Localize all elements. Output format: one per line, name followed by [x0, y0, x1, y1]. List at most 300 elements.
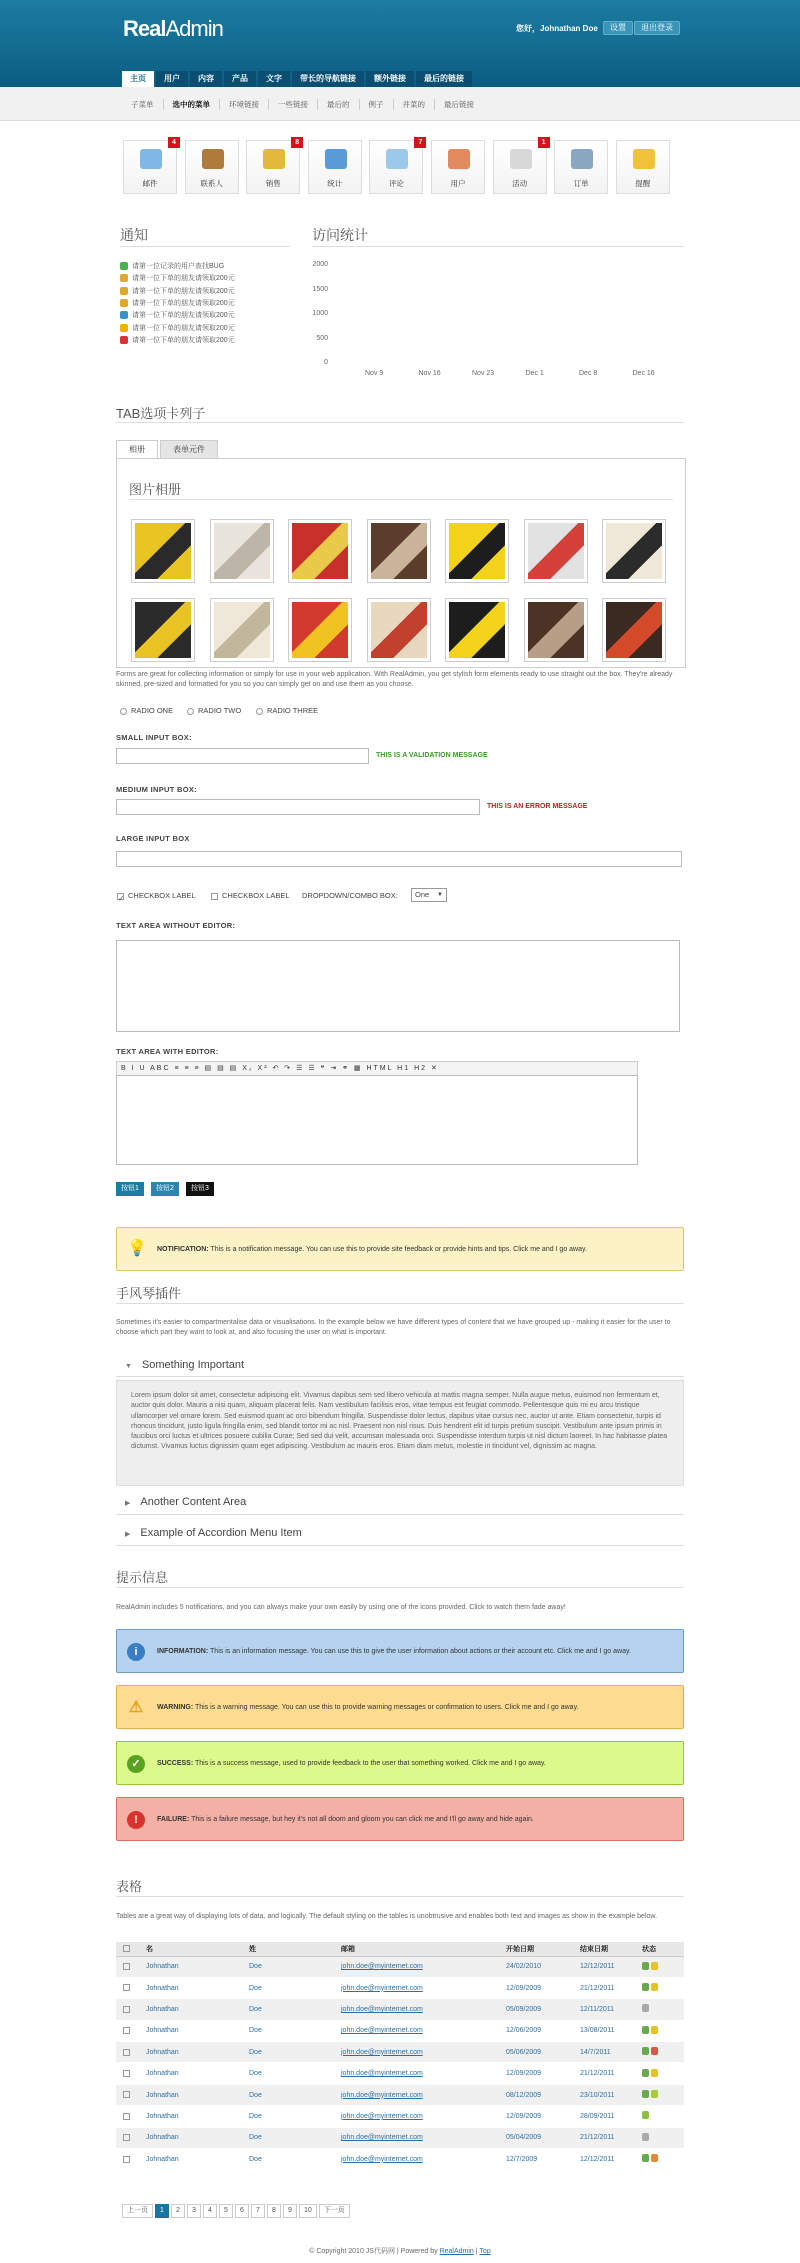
- y-tick-label: 0: [324, 359, 328, 366]
- gallery-thumbnail[interactable]: [524, 598, 588, 662]
- table-cell[interactable]: john.doe@myinternet.com: [341, 2106, 506, 2127]
- success-alert[interactable]: [116, 1741, 684, 1785]
- checkbox-icon[interactable]: [123, 2134, 130, 2141]
- table-header-cell: 姓: [249, 1942, 341, 1956]
- table-header-cell: [116, 1942, 146, 1956]
- main-nav-item[interactable]: 最后的链接: [416, 71, 472, 87]
- notifications-title: 通知: [120, 227, 148, 243]
- dropdown-label: DROPDOWN/COMBO BOX:: [302, 891, 398, 900]
- large-input[interactable]: [116, 851, 682, 867]
- sub-nav-item[interactable]: 例子: [359, 99, 393, 110]
- status-cell: [642, 2020, 684, 2041]
- radio-one[interactable]: RADIO ONE: [120, 706, 173, 715]
- gallery-thumbnail[interactable]: [288, 598, 352, 662]
- gallery-thumbnail[interactable]: [367, 598, 431, 662]
- button-1[interactable]: 按钮1: [116, 1182, 144, 1196]
- sub-nav: [0, 87, 800, 121]
- table-cell[interactable]: john.doe@myinternet.com: [341, 2149, 506, 2170]
- table-cell: Doe: [249, 2084, 341, 2105]
- thumbnail-image: [371, 523, 427, 579]
- mail-icon: [140, 149, 162, 169]
- quick-link-megaphone[interactable]: [616, 140, 670, 194]
- page-number[interactable]: 1: [155, 2204, 169, 2218]
- thumbnail-image: [292, 602, 348, 658]
- notification-text: 请第一位记录的用户查找BUG: [132, 263, 225, 270]
- messages-intro: RealAdmin includes 5 notifications, and you can always make your own easily by using one of the icons provided. Click to watch them fade away!: [116, 1604, 566, 1611]
- basket-icon: [571, 149, 593, 169]
- notification-item[interactable]: [120, 298, 235, 308]
- x-tick-label: Dec 1: [525, 370, 544, 377]
- table-cell: Doe: [249, 1999, 341, 2020]
- checkbox-icon[interactable]: [123, 2091, 130, 2098]
- status-icon[interactable]: [642, 2026, 649, 2034]
- gallery-thumbnail[interactable]: [602, 598, 666, 662]
- table-row: [116, 1999, 684, 2020]
- thumbnail-image: [449, 523, 505, 579]
- table-cell: Johnathan: [146, 2063, 249, 2084]
- quick-link-contacts-book[interactable]: [185, 140, 239, 194]
- sub-nav-item[interactable]: 最后的: [317, 99, 359, 110]
- status-cell: [642, 2042, 684, 2063]
- textarea-editor[interactable]: [116, 1075, 638, 1165]
- alert-text: FAILURE: This is a failure message, but hey it's not all doom and gloom you can click me and I'll go away and hide again.: [157, 1816, 534, 1823]
- page-number[interactable]: 5: [219, 2204, 233, 2218]
- table-row: [116, 2127, 684, 2148]
- table-cell[interactable]: john.doe@myinternet.com: [341, 1999, 506, 2020]
- table-cell: Doe: [249, 2042, 341, 2063]
- accordion-intro: Sometimes it's easier to compartmentalise data or visualisations. In the example below we have different types of content that we have grouped up - making it easier for the user to choose which part they want to look at, and also focusing the user on what is important.: [116, 1319, 671, 1336]
- radio-circle-icon: [187, 708, 194, 715]
- alert-text: WARNING: This is a warning message. You can use this to provide warning messages or confirmation to users. Click me and I go away.: [157, 1704, 579, 1711]
- page-number[interactable]: 2: [171, 2204, 185, 2218]
- table-cell[interactable]: john.doe@myinternet.com: [341, 1977, 506, 1998]
- comment-icon: [386, 149, 408, 169]
- status-icon[interactable]: [651, 1962, 658, 1970]
- sub-nav-item[interactable]: 环境链接: [219, 99, 268, 110]
- main-nav-item[interactable]: 主页: [122, 71, 154, 87]
- quick-link-label: 用户: [450, 179, 466, 188]
- gallery-thumbnail[interactable]: [210, 598, 274, 662]
- table-cell: 13/08/2011: [580, 2020, 642, 2041]
- notification-icon: [120, 336, 128, 344]
- table-cell: Johnathan: [146, 2042, 249, 2063]
- main-nav: [122, 71, 472, 87]
- table-cell[interactable]: john.doe@myinternet.com: [341, 2127, 506, 2148]
- pagination: [122, 2204, 350, 2218]
- table-row: [116, 2042, 684, 2063]
- checkbox-checked-icon: ✓: [118, 893, 125, 903]
- status-icon[interactable]: [642, 1983, 649, 1991]
- information-icon: i: [127, 1643, 145, 1661]
- status-icon[interactable]: [651, 2047, 658, 2055]
- gallery-thumbnail[interactable]: [602, 519, 666, 583]
- notification-text: 请第一位下单的朋友请领取200元: [132, 324, 235, 332]
- data-table: [116, 1942, 684, 2170]
- thumbnail-image: [292, 523, 348, 579]
- table-header-cell: 开始日期: [506, 1942, 580, 1956]
- table-cell: [116, 2020, 146, 2041]
- prev-page-button[interactable]: 上一页: [122, 2204, 153, 2218]
- table-cell[interactable]: john.doe@myinternet.com: [341, 2020, 506, 2041]
- quick-link-label: 活动: [512, 179, 528, 188]
- checkbox-icon[interactable]: [123, 2006, 130, 2013]
- page-number[interactable]: 4: [203, 2204, 217, 2218]
- radio-circle-icon: [120, 708, 127, 715]
- status-icon[interactable]: [642, 2004, 649, 2012]
- user-greeting: 您好，Johnathan Doe: [516, 24, 598, 33]
- table-cell: Doe: [249, 2106, 341, 2127]
- failure-alert[interactable]: [116, 1797, 684, 1841]
- contacts-book-icon: [202, 149, 224, 169]
- status-icon[interactable]: [651, 1983, 658, 1991]
- notification-icon: [120, 299, 128, 307]
- quick-link-coins[interactable]: [246, 140, 300, 194]
- radio-three[interactable]: RADIO THREE: [256, 706, 318, 715]
- table-cell: 21/12/2011: [580, 2127, 642, 2148]
- radio-two[interactable]: RADIO TWO: [187, 706, 241, 715]
- status-icon[interactable]: [642, 2133, 649, 2141]
- table-row: [116, 1956, 684, 1977]
- checkbox-icon[interactable]: [123, 2049, 130, 2056]
- gallery-thumbnail[interactable]: [445, 519, 509, 583]
- accordion-item[interactable]: ▶ Another Content Area: [125, 1496, 247, 1508]
- quick-link-mail[interactable]: [123, 140, 177, 194]
- notification-item[interactable]: [120, 310, 235, 320]
- table-cell: [116, 2063, 146, 2084]
- notification-item[interactable]: [120, 261, 224, 271]
- page-number[interactable]: 9: [283, 2204, 297, 2218]
- dropdown-select[interactable]: One ▼: [411, 888, 447, 902]
- table-cell: 12/09/2009: [506, 2063, 580, 2084]
- textarea-plain[interactable]: [116, 940, 680, 1032]
- quick-link-calendar[interactable]: [493, 140, 547, 194]
- error-message: THIS IS AN ERROR MESSAGE: [487, 803, 588, 810]
- footer: © Copyright 2010 JS代码网 | Powered by RealAdmin | Top: [309, 2248, 491, 2255]
- validation-message: THIS IS A VALIDATION MESSAGE: [376, 752, 488, 759]
- gallery-thumbnail[interactable]: [288, 519, 352, 583]
- status-icon[interactable]: [651, 2069, 658, 2077]
- status-icon[interactable]: [642, 2111, 649, 2119]
- tab-form-elements[interactable]: 表单元件: [160, 440, 218, 458]
- quick-link-label: 邮件: [142, 179, 158, 188]
- x-tick-label: Dec 16: [632, 370, 655, 377]
- notification-text: 请第一位下单的朋友请领取200元: [132, 275, 235, 283]
- editor-toolbar[interactable]: B I U ABC ≡ ≡ ≡ ▤ ▤ ▤ X₂ X² ↶ ↷ ☰ ☰ ❝ ⇥ ⚭ ▦ HTML H1 H2 ✕: [116, 1061, 638, 1075]
- checkbox-icon[interactable]: [123, 2156, 130, 2163]
- main-nav-item[interactable]: 产品: [224, 71, 256, 87]
- count-badge: 4: [168, 137, 180, 148]
- notification-text: 请第一位下单的朋友请领取200元: [132, 287, 235, 295]
- header: [0, 0, 800, 87]
- user-icon: [448, 149, 470, 169]
- table-cell: 05/06/2009: [506, 2042, 580, 2063]
- table-cell: [116, 1977, 146, 1998]
- x-tick-label: Nov 16: [418, 370, 441, 377]
- checkbox-icon[interactable]: [123, 2027, 130, 2034]
- tabs-section-title: TAB选项卡列子: [116, 406, 206, 421]
- notification-item[interactable]: [120, 273, 235, 283]
- table-cell: Johnathan: [146, 1956, 249, 1977]
- table-header-row: [116, 1942, 684, 1956]
- sub-nav-item[interactable]: 选中的菜单: [163, 99, 220, 110]
- table-cell: Johnathan: [146, 2106, 249, 2127]
- thumbnail-image: [214, 602, 270, 658]
- error-icon: !: [127, 1811, 145, 1829]
- checkbox-two[interactable]: CHECKBOX LABEL: [211, 891, 290, 900]
- table-cell[interactable]: john.doe@myinternet.com: [341, 1956, 506, 1977]
- table-cell: Doe: [249, 2127, 341, 2148]
- x-tick-label: Nov 23: [472, 370, 495, 377]
- large-input-label: LARGE INPUT BOX: [116, 834, 190, 843]
- quick-link-label: 统计: [327, 179, 343, 188]
- chevron-down-icon: ▼: [125, 1363, 132, 1370]
- radio-circle-icon: [256, 708, 263, 715]
- table-cell: Johnathan: [146, 1999, 249, 2020]
- accordion-title: 手风琴插件: [116, 1286, 182, 1301]
- table-cell: 21/12/2011: [580, 2063, 642, 2084]
- table-row: [116, 2063, 684, 2084]
- table-header-cell: 名: [146, 1942, 249, 1956]
- table-cell: 12/09/2009: [506, 2106, 580, 2127]
- table-cell: 12/11/2011: [580, 1999, 642, 2020]
- alert-text: INFORMATION: This is an information message. You can use this to give the user information about actions or their account etc. Click me and I go away.: [157, 1648, 631, 1655]
- info-alert[interactable]: [116, 1629, 684, 1673]
- notification-item[interactable]: [120, 323, 235, 333]
- main-nav-item[interactable]: 文字: [258, 71, 290, 87]
- table-cell[interactable]: john.doe@myinternet.com: [341, 2042, 506, 2063]
- table-row: [116, 2106, 684, 2127]
- table-intro: Tables are a great way of displaying lots of data, and logically. The default styling on the tables is unobtrusive and enables both text and images as show in the example below.: [116, 1913, 658, 1920]
- bar-chart-icon: [325, 149, 347, 169]
- table-cell: Johnathan: [146, 2127, 249, 2148]
- footer-link-realadmin[interactable]: RealAdmin: [439, 2248, 474, 2255]
- tab-panel: [116, 458, 686, 668]
- main-nav-item[interactable]: 内容: [190, 71, 222, 87]
- quick-link-comment[interactable]: [369, 140, 423, 194]
- quick-link-label: 提醒: [635, 179, 651, 188]
- status-cell: [642, 2127, 684, 2148]
- table-cell: Johnathan: [146, 2020, 249, 2041]
- button-2[interactable]: 按钮2: [151, 1182, 179, 1196]
- quick-link-label: 销售: [265, 179, 281, 188]
- page-number[interactable]: 8: [267, 2204, 281, 2218]
- notification-text: 请第一位下单的朋友请领取200元: [132, 299, 235, 307]
- table-cell: [116, 1999, 146, 2020]
- checkbox-icon[interactable]: [123, 2070, 130, 2077]
- status-icon[interactable]: [642, 2069, 649, 2077]
- table-cell: 12/12/2011: [580, 1956, 642, 1977]
- settings-button[interactable]: 设置: [603, 21, 633, 35]
- accordion-item-open[interactable]: ▼ Something Important: [125, 1359, 245, 1371]
- checkbox-icon[interactable]: [123, 1963, 130, 1970]
- status-icon[interactable]: [651, 2090, 658, 2098]
- warning-alert[interactable]: [116, 1685, 684, 1729]
- sub-nav-item[interactable]: 并菜的: [393, 99, 435, 110]
- logout-button[interactable]: 退出登录: [634, 21, 680, 35]
- gallery-thumbnail[interactable]: [367, 519, 431, 583]
- quick-link-label: 评论: [388, 179, 404, 188]
- thumbnail-image: [449, 602, 505, 658]
- table-cell: Doe: [249, 2149, 341, 2170]
- table-cell: 24/02/2010: [506, 1956, 580, 1977]
- checkbox-one[interactable]: ✓ CHECKBOX LABEL: [118, 891, 196, 903]
- table-cell: 12/7/2009: [506, 2149, 580, 2170]
- checkbox-icon[interactable]: [123, 2113, 130, 2120]
- table-cell: 05/04/2009: [506, 2127, 580, 2148]
- editor-label: TEXT AREA WITH EDITOR:: [116, 1047, 219, 1056]
- notification-icon: [120, 262, 128, 270]
- gallery-title: 图片相册: [129, 482, 182, 497]
- table-cell: Doe: [249, 1956, 341, 1977]
- thumbnail-image: [214, 523, 270, 579]
- status-icon[interactable]: [642, 1962, 649, 1970]
- button-3[interactable]: 按钮3: [186, 1182, 214, 1196]
- medium-input-label: MEDIUM INPUT BOX:: [116, 785, 197, 794]
- table-cell: 21/12/2011: [580, 1977, 642, 1998]
- coins-icon: [263, 149, 285, 169]
- table-row: [116, 2084, 684, 2105]
- table-title: 表格: [116, 1879, 143, 1894]
- status-icon[interactable]: [642, 2047, 649, 2055]
- x-tick-label: Nov 9: [365, 370, 384, 377]
- table-cell: [116, 2127, 146, 2148]
- main-nav-item[interactable]: 用户: [156, 71, 188, 87]
- quick-link-bar-chart[interactable]: [308, 140, 362, 194]
- table-cell: Johnathan: [146, 2149, 249, 2170]
- count-badge: 8: [291, 137, 303, 148]
- tab-gallery[interactable]: 相册: [116, 440, 158, 458]
- table-cell: [116, 2149, 146, 2170]
- notification-icon: [120, 274, 128, 282]
- table-cell: [116, 2084, 146, 2105]
- notification-alert[interactable]: 💡 NOTIFICATION: This is a notification message. You can use this to provide site feedback or provide hints and tips. Click me and I go away.: [116, 1227, 684, 1271]
- alert-text: SUCCESS: This is a success message, used to provide feedback to the user that something worked. Click me and I go away.: [157, 1760, 546, 1767]
- table-cell[interactable]: john.doe@myinternet.com: [341, 2084, 506, 2105]
- sub-nav-item[interactable]: 子菜单: [131, 100, 154, 109]
- table-cell: Doe: [249, 2020, 341, 2041]
- x-tick-label: Dec 8: [579, 370, 598, 377]
- textarea-label: TEXT AREA WITHOUT EDITOR:: [116, 921, 236, 930]
- table-cell: [116, 2106, 146, 2127]
- table-header-cell: 结束日期: [580, 1942, 642, 1956]
- gallery-thumbnail[interactable]: [524, 519, 588, 583]
- checkbox-icon: [211, 893, 218, 900]
- calendar-icon: [510, 149, 532, 169]
- notification-item[interactable]: [120, 286, 235, 296]
- thumbnail-image: [135, 602, 191, 658]
- small-input-label: SMALL INPUT BOX:: [116, 733, 192, 742]
- quick-link-label: 联系人: [200, 179, 223, 188]
- table-header-cell: 邮箱: [341, 1942, 506, 1956]
- sub-nav-item[interactable]: 一些链接: [268, 99, 317, 110]
- gallery-thumbnail[interactable]: [445, 598, 509, 662]
- quick-link-user[interactable]: [431, 140, 485, 194]
- table-cell: Johnathan: [146, 1977, 249, 1998]
- table-cell: Doe: [249, 1977, 341, 1998]
- page-number[interactable]: 3: [187, 2204, 201, 2218]
- thumbnail-image: [528, 523, 584, 579]
- notification-text: 请第一位下单的朋友请领取200元: [132, 312, 235, 320]
- chevron-down-icon: ▼: [437, 892, 443, 898]
- status-icon[interactable]: [651, 2154, 658, 2162]
- status-icon[interactable]: [642, 2090, 649, 2098]
- table-cell: [116, 2042, 146, 2063]
- medium-input[interactable]: [116, 799, 480, 815]
- thumbnail-image: [606, 523, 662, 579]
- table-cell: 12/09/2009: [506, 1977, 580, 1998]
- page-number[interactable]: 6: [235, 2204, 249, 2218]
- y-tick-label: 2000: [312, 261, 328, 268]
- table-header-cell: 状态: [642, 1942, 684, 1956]
- notification-item[interactable]: [120, 335, 235, 345]
- notification-icon: [120, 311, 128, 319]
- quick-link-basket[interactable]: [554, 140, 608, 194]
- table-cell: 05/09/2009: [506, 1999, 580, 2020]
- page-number[interactable]: 10: [299, 2204, 317, 2218]
- sub-nav-item[interactable]: 最后链接: [434, 99, 483, 110]
- table-row: [116, 2020, 684, 2041]
- table-cell: 14/7/2011: [580, 2042, 642, 2063]
- logo[interactable]: RealAdmin: [123, 16, 223, 41]
- next-page-button[interactable]: 下一页: [319, 2204, 350, 2218]
- table-cell[interactable]: john.doe@myinternet.com: [341, 2063, 506, 2084]
- gallery-thumbnail[interactable]: [210, 519, 274, 583]
- gallery-thumbnail[interactable]: [131, 598, 195, 662]
- table-cell: Doe: [249, 2063, 341, 2084]
- notification-icon: [120, 287, 128, 295]
- messages-title: 提示信息: [116, 1570, 169, 1585]
- table-cell: 28/09/2011: [580, 2106, 642, 2127]
- accordion-body: Lorem ipsum dolor sit amet, consectetur adipiscing elit. Vivamus dapibus sem sed libero vehicula at mattis magna semper. Nulla augue metus, euismod non fermentum et, auctor quis dolor. Mauris a nisi quam, aliquam placerat felis. Nam vestibulum facilisis eros, vitae tempus est feugiat commodo. Pellentesque quis mi eu arcu tristique ullamcorper vel ornare lorem. Sed euismod quam ac orci bibendum fringilla. Suspendisse dolor lectus, dapibus vitae cursus nec, auctor ut ante. Etiam consectetur, turpis id rhoncus tincidunt, justo ligula fringilla enim, sed blandit tortor mi ac nisl. Praesent non nisl risus. Duis hendrerit elit id turpis pretium suscipit. Vestibulum ante ipsum primis in faucibus orci luctus et ultrices posuere cubilia Curae; Sed sed dui velit, accumsan malesuada orci. Suspendisse interdum turpis ut nisl dictum laoreet. In hac habitasse platea dictumst. Vivamus luctus dignissim quam eget adipiscing. Vestibulum ac mauris eros. Etiam diam metus, molestie in tincidunt vel, dignissim ac magna.: [116, 1380, 684, 1486]
- small-input[interactable]: [116, 748, 369, 764]
- y-tick-label: 1500: [312, 285, 328, 293]
- status-cell: [642, 1956, 684, 1977]
- status-cell: [642, 2084, 684, 2105]
- thumbnail-image: [528, 602, 584, 658]
- lightbulb-icon: 💡: [127, 1240, 147, 1257]
- status-cell: [642, 2106, 684, 2127]
- status-cell: [642, 1999, 684, 2020]
- thumbnail-image: [606, 602, 662, 658]
- main-nav-item[interactable]: 额外链接: [366, 71, 414, 87]
- status-cell: [642, 2063, 684, 2084]
- footer-link-top[interactable]: Top: [479, 2248, 491, 2255]
- count-badge: 1: [538, 137, 550, 148]
- table-cell: [116, 1956, 146, 1977]
- status-icon[interactable]: [642, 2154, 649, 2162]
- status-cell: [642, 1977, 684, 1998]
- table-cell: 23/10/2011: [580, 2084, 642, 2105]
- notification-text: 请第一位下单的朋友请领取200元: [132, 336, 235, 344]
- status-icon[interactable]: [651, 2026, 658, 2034]
- tab-bar: [116, 440, 220, 458]
- count-badge: 7: [414, 137, 426, 148]
- checkbox-icon[interactable]: [123, 1984, 130, 1991]
- table-cell: 08/12/2009: [506, 2084, 580, 2105]
- main-nav-item[interactable]: 带长的导航链接: [292, 71, 364, 87]
- table-row: [116, 1977, 684, 1998]
- page-number[interactable]: 7: [251, 2204, 265, 2218]
- checkbox-icon[interactable]: [123, 1945, 130, 1952]
- warning-icon: ⚠: [128, 1699, 144, 1716]
- gallery-thumbnail[interactable]: [131, 519, 195, 583]
- accordion-item[interactable]: ▶ Example of Accordion Menu Item: [125, 1527, 302, 1539]
- quick-link-label: 订单: [573, 179, 589, 188]
- check-circle-icon: ✓: [127, 1755, 145, 1773]
- table-cell: Johnathan: [146, 2084, 249, 2105]
- chevron-right-icon: ▶: [125, 1531, 131, 1538]
- table-row: [116, 2149, 684, 2170]
